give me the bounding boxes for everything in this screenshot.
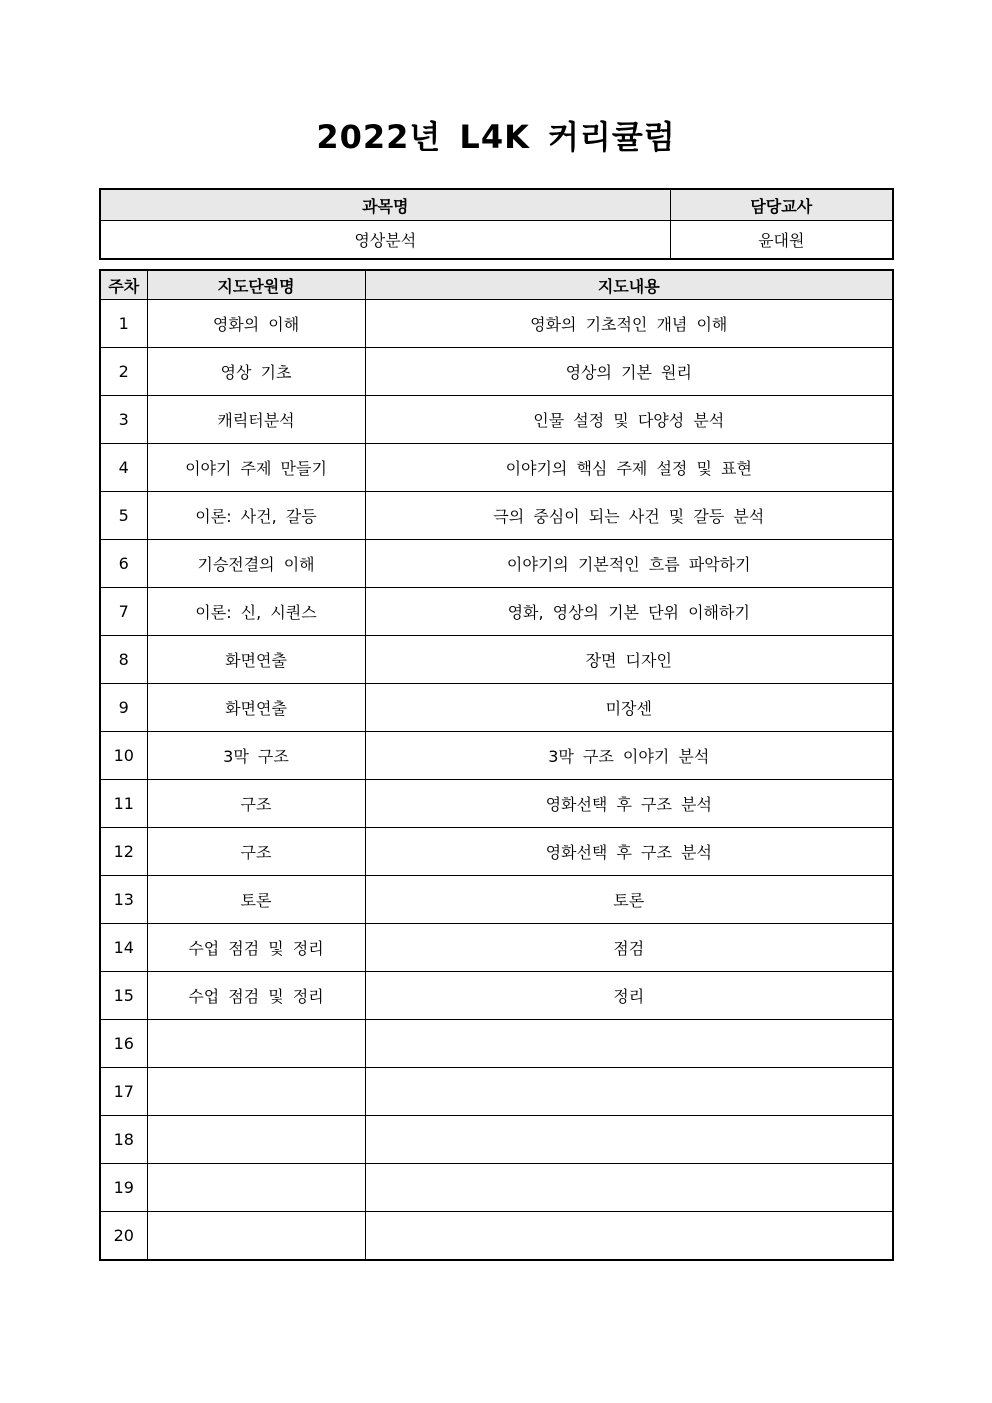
week-cell: 14	[100, 924, 147, 972]
content-cell	[365, 1164, 893, 1212]
page-title: 2022년 L4K 커리큘럼	[316, 118, 676, 156]
table-row	[100, 1116, 893, 1164]
unit-cell: 화면연출	[147, 684, 365, 732]
subject-header: 과목명	[100, 189, 670, 221]
table-row	[100, 444, 893, 492]
unit-cell: 영화의 이해	[147, 300, 365, 348]
table-row	[100, 588, 893, 636]
table-row	[100, 1068, 893, 1116]
content-cell	[365, 1020, 893, 1068]
table-row	[100, 1020, 893, 1068]
week-cell: 6	[100, 540, 147, 588]
content-header: 지도내용	[365, 270, 893, 300]
unit-cell: 이론: 신, 시퀀스	[147, 588, 365, 636]
week-cell: 5	[100, 492, 147, 540]
unit-cell: 3막 구조	[147, 732, 365, 780]
content-cell: 이야기의 핵심 주제 설정 및 표현	[365, 444, 893, 492]
week-cell: 12	[100, 828, 147, 876]
week-cell: 3	[100, 396, 147, 444]
unit-cell: 수업 점검 및 정리	[147, 972, 365, 1020]
content-cell: 영화선택 후 구조 분석	[365, 780, 893, 828]
week-cell: 11	[100, 780, 147, 828]
content-cell: 정리	[365, 972, 893, 1020]
week-header: 주차	[100, 270, 147, 300]
content-cell: 점검	[365, 924, 893, 972]
table-row	[100, 924, 893, 972]
content-cell: 영화의 기초적인 개념 이해	[365, 300, 893, 348]
unit-cell: 구조	[147, 780, 365, 828]
table-row	[100, 348, 893, 396]
unit-cell: 캐릭터분석	[147, 396, 365, 444]
week-cell: 1	[100, 300, 147, 348]
curriculum-header-row	[100, 270, 893, 300]
unit-cell: 화면연출	[147, 636, 365, 684]
unit-cell: 구조	[147, 828, 365, 876]
curriculum-body	[100, 300, 893, 1261]
week-cell: 18	[100, 1116, 147, 1164]
content-cell: 인물 설정 및 다양성 분석	[365, 396, 893, 444]
content-cell: 미장센	[365, 684, 893, 732]
unit-cell	[147, 1164, 365, 1212]
content-cell: 극의 중심이 되는 사건 및 갈등 분석	[365, 492, 893, 540]
week-cell: 4	[100, 444, 147, 492]
week-cell: 10	[100, 732, 147, 780]
week-cell: 8	[100, 636, 147, 684]
table-row	[100, 732, 893, 780]
content-cell	[365, 1212, 893, 1261]
teacher-value: 윤대원	[670, 221, 893, 260]
unit-cell: 영상 기초	[147, 348, 365, 396]
unit-cell	[147, 1020, 365, 1068]
week-cell: 2	[100, 348, 147, 396]
week-cell: 13	[100, 876, 147, 924]
unit-cell: 이론: 사건, 갈등	[147, 492, 365, 540]
course-info-header-row	[100, 189, 893, 221]
table-row	[100, 1164, 893, 1212]
content-cell: 영화, 영상의 기본 단위 이해하기	[365, 588, 893, 636]
content-cell	[365, 1068, 893, 1116]
unit-cell: 이야기 주제 만들기	[147, 444, 365, 492]
unit-cell: 수업 점검 및 정리	[147, 924, 365, 972]
unit-cell	[147, 1068, 365, 1116]
week-cell: 9	[100, 684, 147, 732]
unit-cell	[147, 1116, 365, 1164]
table-row	[100, 684, 893, 732]
unit-cell: 토론	[147, 876, 365, 924]
table-row	[100, 1212, 893, 1261]
teacher-header: 담당교사	[670, 189, 893, 221]
table-row	[100, 636, 893, 684]
curriculum-table	[99, 269, 894, 1261]
content-cell: 영상의 기본 원리	[365, 348, 893, 396]
week-cell: 15	[100, 972, 147, 1020]
content-cell: 이야기의 기본적인 흐름 파악하기	[365, 540, 893, 588]
table-row	[100, 540, 893, 588]
table-row	[100, 492, 893, 540]
week-cell: 7	[100, 588, 147, 636]
week-cell: 19	[100, 1164, 147, 1212]
unit-cell: 기승전결의 이해	[147, 540, 365, 588]
table-row	[100, 876, 893, 924]
content-cell: 장면 디자인	[365, 636, 893, 684]
content-cell: 영화선택 후 구조 분석	[365, 828, 893, 876]
table-row	[100, 300, 893, 348]
table-row	[100, 396, 893, 444]
subject-value: 영상분석	[100, 221, 670, 260]
table-row	[100, 972, 893, 1020]
content-cell	[365, 1116, 893, 1164]
week-cell: 20	[100, 1212, 147, 1261]
content-cell: 3막 구조 이야기 분석	[365, 732, 893, 780]
week-cell: 16	[100, 1020, 147, 1068]
unit-header: 지도단원명	[147, 270, 365, 300]
week-cell: 17	[100, 1068, 147, 1116]
table-row	[100, 828, 893, 876]
course-info-value-row	[100, 221, 893, 260]
course-info-table	[99, 188, 894, 260]
unit-cell	[147, 1212, 365, 1261]
content-cell: 토론	[365, 876, 893, 924]
table-row	[100, 780, 893, 828]
